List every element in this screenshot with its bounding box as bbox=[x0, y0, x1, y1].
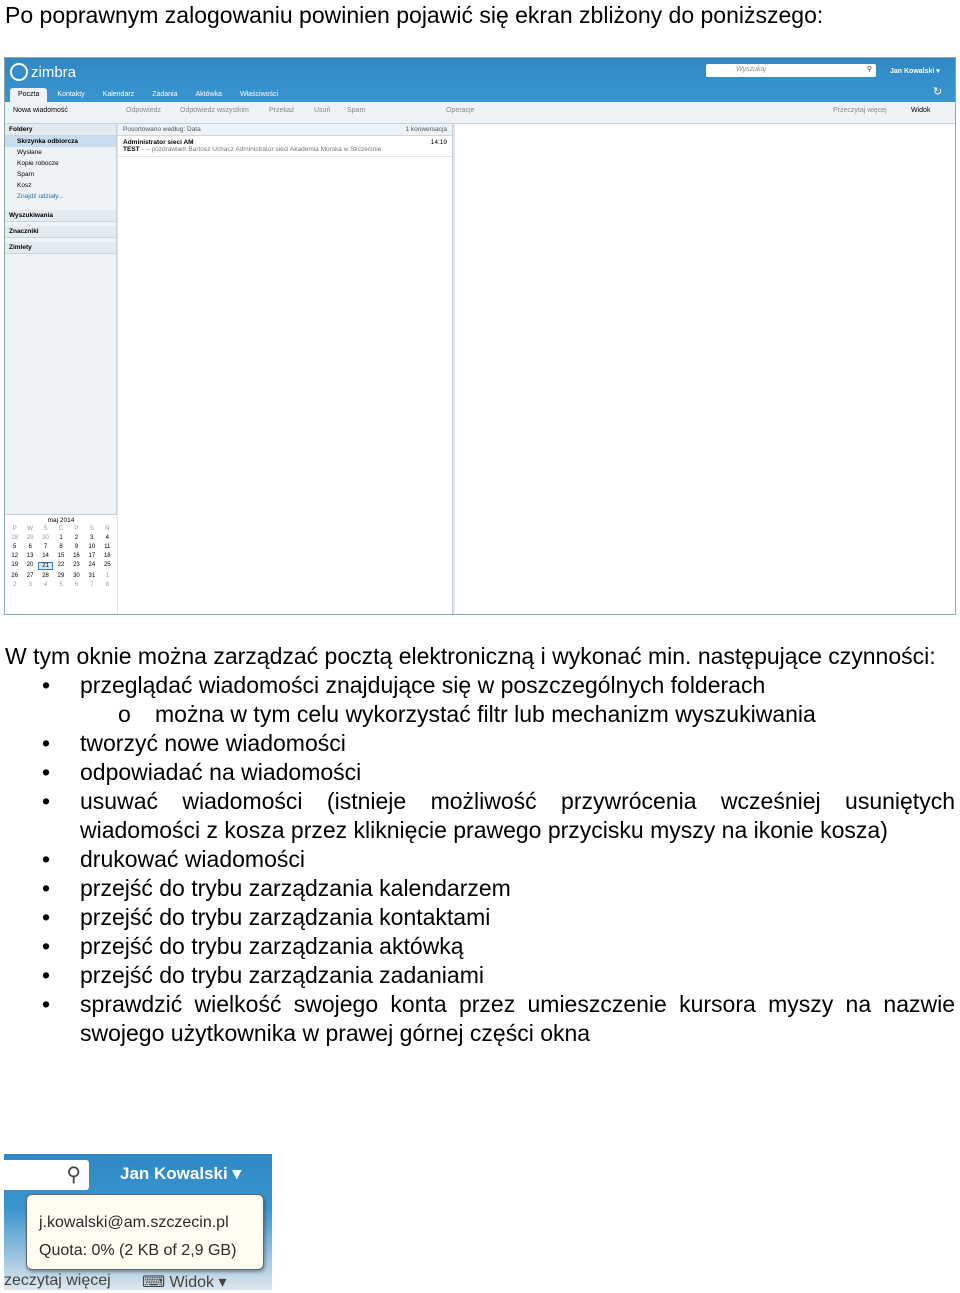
calendar-day[interactable]: 1 bbox=[59, 535, 63, 541]
calendar-day[interactable]: 2 bbox=[74, 535, 79, 541]
bullet: • bbox=[42, 962, 51, 988]
search-input[interactable]: Wyszukaj ⚲ bbox=[706, 64, 876, 77]
bullet: • bbox=[42, 730, 51, 756]
list-item bbox=[5, 787, 955, 845]
calendar-day[interactable]: 4 bbox=[105, 535, 109, 541]
list-item-text: sprawdzić wielkość swojego konta przez umieszczenie kursora myszy na nazwie swojego użytkownika w prawej górnej części okna bbox=[80, 991, 955, 1046]
calendar-day[interactable]: 22 bbox=[57, 562, 65, 568]
list-item bbox=[5, 961, 955, 990]
sidebar bbox=[5, 124, 117, 615]
tab-preferences[interactable]: Właściwości bbox=[239, 91, 279, 98]
list-item-text: przejść do trybu zarządzania aktówką bbox=[80, 933, 464, 959]
view-button[interactable]: ⌨ Widok ▾ bbox=[142, 1274, 227, 1290]
operations-button[interactable]: Operacje bbox=[446, 107, 475, 114]
calendar-day[interactable]: 1 bbox=[105, 573, 109, 579]
calendar-day[interactable]: 21 bbox=[38, 562, 53, 570]
new-message-button[interactable]: Nowa wiadomość bbox=[13, 107, 68, 114]
search-box[interactable] bbox=[4, 1160, 89, 1190]
calendar-day[interactable]: 10 bbox=[88, 544, 96, 550]
calendar-day-header: N bbox=[105, 526, 110, 532]
calendar-day[interactable]: 24 bbox=[88, 562, 96, 568]
calendar-day[interactable]: 8 bbox=[59, 544, 63, 550]
tags-header[interactable]: Znaczniki bbox=[5, 226, 116, 238]
folder-inbox[interactable]: Skrzynka odbiorcza bbox=[5, 136, 116, 147]
calendar-day[interactable]: 12 bbox=[11, 553, 19, 559]
lead-paragraph: W tym oknie można zarządzać pocztą elektroniczną i wykonać min. następujące czynności: bbox=[5, 643, 936, 669]
list-item bbox=[5, 990, 955, 1048]
list-item bbox=[5, 700, 955, 729]
calendar-day[interactable]: 6 bbox=[28, 544, 32, 550]
intro-text: Po poprawnym zalogowaniu powinien pojawić się ekran zbliżony do poniższego: bbox=[5, 2, 824, 28]
forward-button[interactable]: Przekaż bbox=[269, 107, 295, 114]
calendar-day-header: P bbox=[12, 526, 17, 532]
calendar-day[interactable]: 5 bbox=[59, 582, 63, 588]
list-item-text: przeglądać wiadomości znajdujące się w poszczególnych folderach bbox=[80, 672, 766, 698]
message-subject: TEST bbox=[123, 146, 140, 153]
calendar-day[interactable]: 18 bbox=[103, 553, 111, 559]
message-preview: - -- pozdrawiam Bartosz Uchacz Administrator sieci Akademia Morska w Szczecinie bbox=[139, 146, 382, 153]
quota-screenshot bbox=[4, 1154, 272, 1290]
calendar-day-header: C bbox=[58, 526, 64, 532]
read-more-button[interactable]: Przeczytaj więcej bbox=[833, 107, 887, 114]
list-item bbox=[5, 758, 955, 787]
calendar-month[interactable]: maj 2014 bbox=[47, 517, 75, 524]
list-item-text: przejść do trybu zarządzania zadaniami bbox=[80, 962, 484, 988]
bullet: • bbox=[42, 933, 51, 959]
search-icon[interactable]: ⚲ bbox=[866, 66, 872, 73]
bullet: • bbox=[42, 904, 51, 930]
list-item bbox=[5, 932, 955, 961]
list-item-text: przejść do trybu zarządzania kalendarzem bbox=[80, 875, 511, 901]
calendar-day[interactable]: 28 bbox=[42, 573, 49, 579]
calendar-day[interactable]: 3 bbox=[90, 535, 94, 541]
delete-button[interactable]: Usuń bbox=[314, 107, 331, 114]
calendar-day[interactable]: 14 bbox=[42, 553, 49, 559]
list-item bbox=[5, 845, 955, 874]
logo-icon bbox=[10, 63, 28, 81]
bullet: • bbox=[42, 788, 51, 814]
searches-header[interactable]: Wyszukiwania bbox=[5, 210, 116, 222]
conversation-count: 1 konwersacja bbox=[405, 126, 447, 133]
list-item-text: można w tym celu wykorzystać filtr lub mechanizm wyszukiwania bbox=[155, 701, 816, 727]
sort-label[interactable]: Posortowano według: Data bbox=[123, 126, 201, 133]
calendar-day[interactable]: 27 bbox=[26, 573, 34, 579]
message-list bbox=[118, 124, 453, 614]
read-more-button[interactable]: zeczytaj więcej bbox=[4, 1272, 111, 1289]
list-item-text: tworzyć nowe wiadomości bbox=[80, 730, 346, 756]
calendar-day[interactable]: 15 bbox=[57, 553, 65, 559]
calendar-day[interactable]: 30 bbox=[73, 573, 80, 579]
calendar-day[interactable]: 23 bbox=[73, 562, 80, 568]
list-item-text: usuwać wiadomości (istnieje możliwość przywrócenia wcześniej usuniętych wiadomości z kosza przez kliknięcie prawego przycisku myszy na ikonie kosza) bbox=[80, 788, 955, 843]
zimbra-screenshot bbox=[4, 57, 956, 615]
snippet-toolbar bbox=[4, 1272, 227, 1290]
message-from: Administrator sieci AM bbox=[123, 139, 194, 146]
bullet: • bbox=[42, 875, 51, 901]
calendar-day[interactable]: 29 bbox=[57, 573, 65, 579]
tab-tasks[interactable]: Zadania bbox=[152, 91, 178, 98]
calendar-day[interactable]: 19 bbox=[11, 562, 19, 568]
calendar-grid bbox=[5, 526, 117, 588]
calendar-day-header: S bbox=[89, 526, 94, 532]
calendar-day[interactable]: 28 bbox=[11, 535, 19, 541]
view-button[interactable]: Widok bbox=[911, 107, 931, 114]
tab-mail[interactable]: Poczta bbox=[10, 88, 47, 102]
tab-briefcase[interactable]: Aktówka bbox=[195, 91, 222, 98]
tab-contacts[interactable]: Kontakty bbox=[57, 91, 85, 98]
calendar-day[interactable]: 3 bbox=[28, 582, 32, 588]
folder-spam[interactable]: Spam bbox=[17, 171, 34, 178]
list-item bbox=[5, 729, 955, 758]
tab-calendar[interactable]: Kalendarz bbox=[102, 91, 135, 98]
calendar-day[interactable]: 6 bbox=[74, 582, 79, 588]
list-item-text: przejść do trybu zarządzania kontaktami bbox=[80, 904, 491, 930]
message-time: 14:19 bbox=[430, 139, 447, 146]
calendar-day[interactable]: 17 bbox=[88, 553, 96, 559]
bullet: • bbox=[42, 759, 51, 785]
quota-tooltip bbox=[26, 1194, 264, 1270]
mini-calendar bbox=[5, 514, 117, 614]
calendar-day[interactable]: 29 bbox=[26, 535, 34, 541]
user-name[interactable]: Jan Kowalski ▾ bbox=[120, 1164, 241, 1183]
folder-sent[interactable]: Wysłane bbox=[17, 149, 42, 156]
user-menu[interactable]: Jan Kowalski ▾ bbox=[890, 68, 940, 75]
folder-trash[interactable]: Kosz bbox=[17, 182, 32, 189]
calendar-day[interactable]: 26 bbox=[11, 573, 19, 579]
spam-button[interactable]: Spam bbox=[347, 107, 366, 114]
calendar-day-header: P bbox=[74, 526, 79, 532]
calendar-day[interactable]: 5 bbox=[13, 544, 17, 550]
calendar-day[interactable]: 9 bbox=[74, 544, 79, 550]
user-email: j.kowalski@am.szczecin.pl bbox=[39, 1214, 229, 1231]
calendar-day[interactable]: 16 bbox=[73, 553, 80, 559]
calendar-day[interactable]: 31 bbox=[88, 573, 96, 579]
mail-toolbar bbox=[5, 102, 955, 124]
bullet: • bbox=[42, 991, 51, 1017]
folder-drafts[interactable]: Kopie robocze bbox=[17, 160, 59, 167]
list-item-text: odpowiadać na wiadomości bbox=[80, 759, 362, 785]
reply-all-button[interactable]: Odpowiedz wszystkim bbox=[180, 107, 249, 114]
zimlets-header[interactable]: Zimlety bbox=[5, 242, 116, 254]
reading-pane bbox=[455, 124, 955, 614]
feature-list bbox=[5, 671, 955, 1048]
app-header bbox=[5, 58, 955, 102]
bullet: o bbox=[118, 701, 131, 727]
list-item bbox=[5, 671, 955, 700]
calendar-day-header: Ś bbox=[43, 526, 48, 532]
list-header bbox=[118, 124, 452, 136]
body-text bbox=[5, 642, 955, 1048]
calendar-day[interactable]: 2 bbox=[13, 582, 17, 588]
bullet: • bbox=[42, 846, 51, 872]
calendar-day-header: W bbox=[27, 526, 33, 532]
calendar-day[interactable]: 11 bbox=[104, 544, 111, 550]
list-item bbox=[5, 903, 955, 932]
quota-text: Quota: 0% (2 KB of 2,9 GB) bbox=[39, 1242, 237, 1259]
calendar-day[interactable]: 7 bbox=[43, 544, 48, 550]
zimbra-logo: zimbra bbox=[10, 63, 76, 81]
reply-button[interactable]: Odpowiedz bbox=[126, 107, 162, 114]
app-tabs bbox=[10, 88, 286, 102]
bullet: • bbox=[42, 672, 51, 698]
calendar-day[interactable]: 30 bbox=[42, 535, 49, 541]
calendar-day[interactable]: 25 bbox=[103, 562, 111, 568]
list-item bbox=[5, 874, 955, 903]
list-item-text: drukować wiadomości bbox=[80, 846, 305, 872]
search-icon[interactable]: ⚲ bbox=[66, 1164, 81, 1186]
message-row[interactable] bbox=[118, 136, 452, 157]
find-shares-link[interactable]: Znajdź udziały... bbox=[17, 193, 64, 200]
calendar-day[interactable]: 13 bbox=[26, 553, 34, 559]
calendar-day[interactable]: 8 bbox=[105, 582, 109, 588]
folders-header[interactable]: Foldery bbox=[5, 124, 116, 136]
calendar-day[interactable]: 4 bbox=[43, 582, 48, 588]
calendar-day[interactable]: 20 bbox=[26, 562, 34, 568]
calendar-day[interactable]: 7 bbox=[90, 582, 94, 588]
refresh-icon[interactable]: ↻ bbox=[933, 86, 943, 98]
